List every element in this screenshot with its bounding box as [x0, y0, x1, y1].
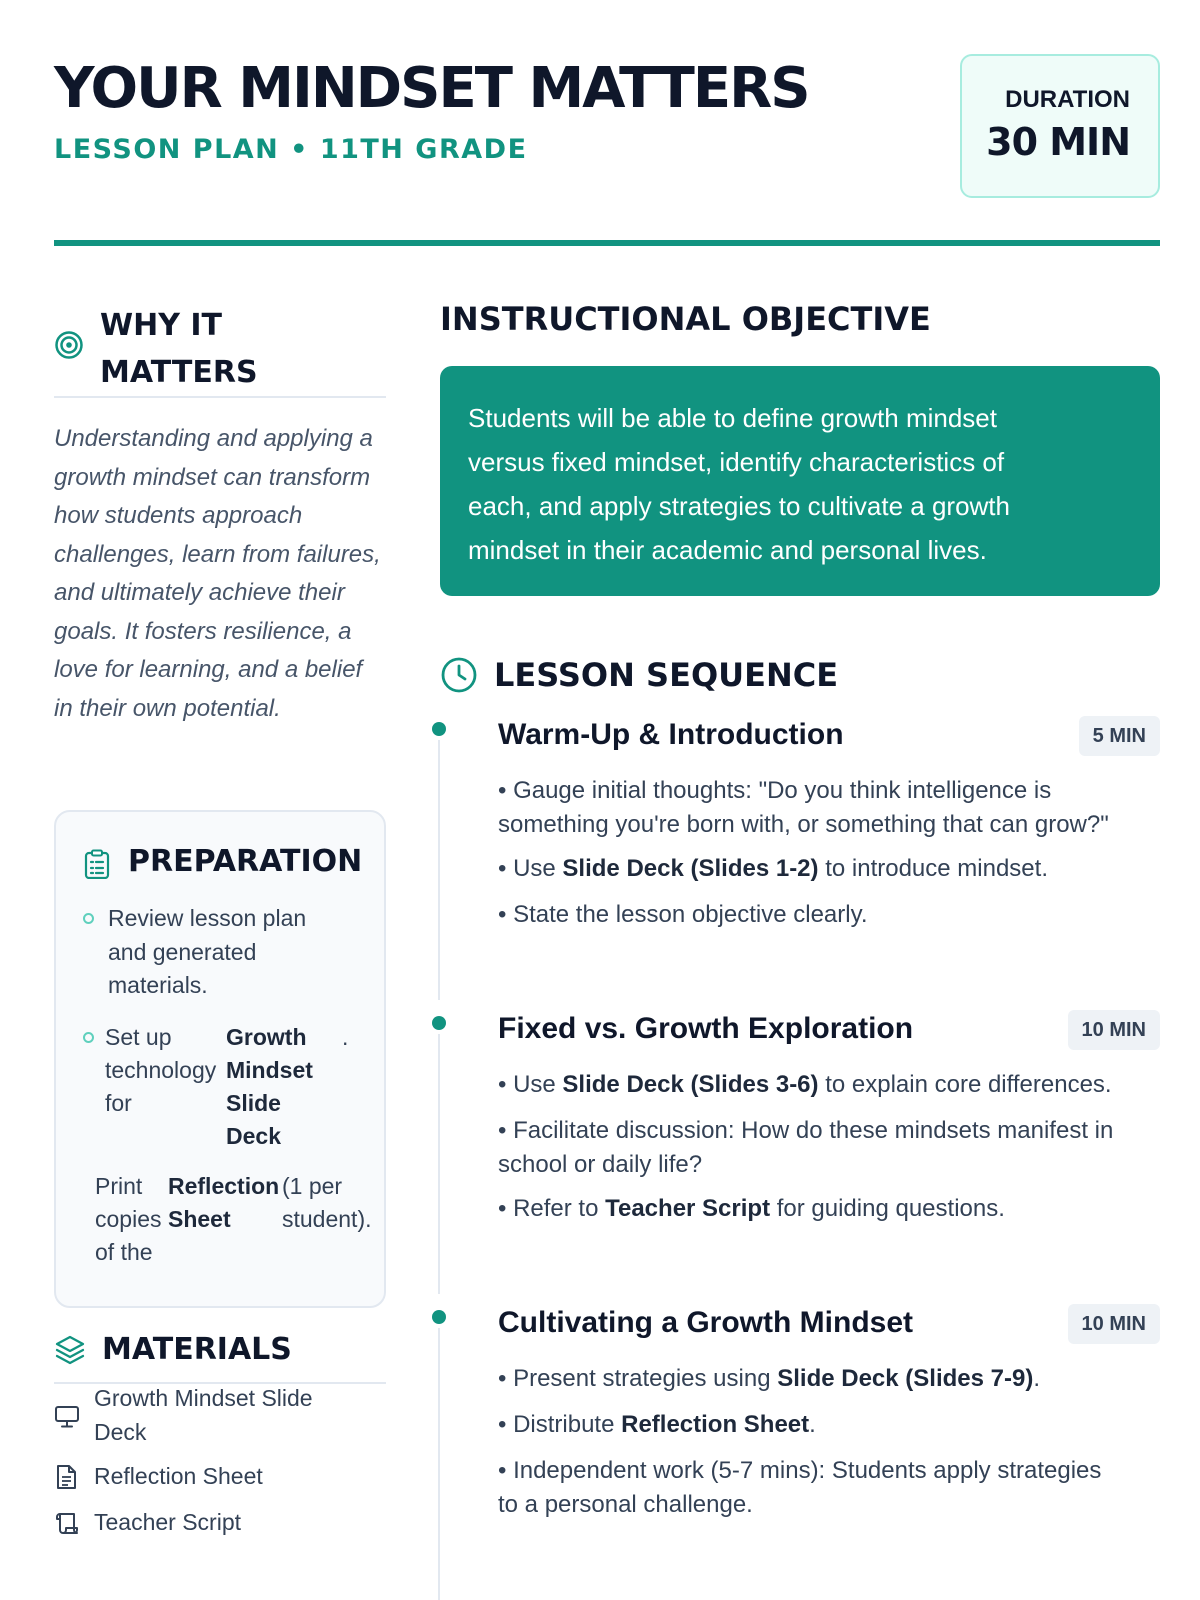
material-label-line2: Deck — [94, 1418, 147, 1445]
material-item-teacher-script — [54, 1506, 386, 1540]
objective-line: versus fixed mindset, identify characteristics of — [468, 447, 1005, 477]
bullet-line: to a personal challenge. — [498, 1491, 753, 1518]
bullet-line: • Gauge initial thoughts: "Do you think intelligence is — [498, 777, 1052, 804]
material-item-slide-deck — [54, 1382, 386, 1452]
prep-item-setup-a: Set up — [105, 1024, 172, 1050]
bullet-emphasis: Slide Deck (Slides 1-2) — [562, 855, 819, 882]
bullet-text: • Present strategies using — [498, 1365, 778, 1392]
objective-line: each, and apply strategies to cultivate a growth — [468, 491, 1010, 521]
bullet-text: • Distribute — [498, 1411, 622, 1438]
bullet-text: • Use — [498, 1071, 563, 1098]
step-bullet: • State the lesson objective clearly. — [498, 901, 868, 928]
step-bullet — [498, 1192, 1160, 1226]
bullet-emphasis: Slide Deck (Slides 3-6) — [562, 1071, 819, 1098]
why-it-matters-header — [54, 300, 386, 398]
why-title-line1: WHY IT — [100, 308, 222, 343]
timeline-dot — [432, 1016, 446, 1030]
prep-item-setup-c: for — [105, 1090, 132, 1116]
prep-item-print-c: of the — [95, 1239, 153, 1265]
objective-title: INSTRUCTIONAL OBJECTIVE — [440, 300, 931, 338]
page-subtitle: LESSON PLAN • 11TH GRADE — [54, 134, 528, 165]
why-it-matters-text: Understanding and applying a growth mindset can transform how students approach challenges, learn from failures, and ultimately achieve their goals. It fosters resilience, a love for learning, and a belief in their own potential. — [54, 425, 381, 722]
materials-header — [54, 1330, 386, 1384]
prep-item-print-d: Reflection — [168, 1173, 280, 1199]
timeline-dot — [432, 722, 446, 736]
prep-item-print-e: Sheet — [168, 1206, 231, 1232]
step-bullet — [498, 1408, 1160, 1442]
bullet-emphasis: Teacher Script — [605, 1195, 771, 1222]
step-bullet — [498, 1068, 1160, 1102]
list-bullet-icon — [83, 1032, 94, 1043]
duration-label: DURATION — [1005, 86, 1130, 113]
bullet-line: something you're born with, or something that can grow?" — [498, 811, 1109, 838]
step-title: Cultivating a Growth Mindset — [498, 1306, 914, 1339]
timeline-line — [438, 1328, 440, 1600]
monitor-icon — [54, 1405, 80, 1439]
prep-item-print-b: copies — [95, 1206, 162, 1232]
right-column — [440, 300, 1160, 1518]
bullet-line: school or daily life? — [498, 1151, 703, 1178]
bullet-text: to introduce mindset. — [818, 855, 1048, 882]
duration-value: 30 MIN — [986, 120, 1130, 164]
document-icon — [54, 1464, 78, 1500]
prep-item-setup-f: Slide — [226, 1090, 281, 1116]
lesson-sequence-title: LESSON SEQUENCE — [494, 656, 839, 694]
prep-item-setup-h: . — [342, 1024, 349, 1050]
step-bullet — [498, 1454, 1160, 1522]
bullet-emphasis: Reflection Sheet — [621, 1411, 810, 1438]
bullet-text: • Use — [498, 855, 563, 882]
clipboard-list-icon — [84, 849, 110, 884]
preparation-card — [54, 810, 386, 1308]
header-divider — [54, 240, 1160, 246]
preparation-title: PREPARATION — [128, 844, 363, 879]
why-it-matters-title — [100, 302, 258, 396]
objective-card — [440, 366, 1160, 596]
objective-line: mindset in their academic and personal lives. — [468, 535, 987, 565]
prep-item-review: Review lesson plan and generated materials. — [108, 905, 307, 998]
left-column — [54, 300, 386, 1535]
prep-item-print-g: student). — [282, 1206, 372, 1232]
bullet-line: • Facilitate discussion: How do these mindsets manifest in — [498, 1117, 1114, 1144]
material-label — [94, 1382, 384, 1449]
material-label: Reflection Sheet — [94, 1463, 263, 1489]
prep-item-setup-d: Growth — [226, 1024, 307, 1050]
bullet-line: • Independent work (5-7 mins): Students apply strategies — [498, 1457, 1102, 1484]
bullet-text: . — [809, 1411, 816, 1438]
timeline-line — [438, 1034, 440, 1294]
step-title: Warm-Up & Introduction — [498, 718, 844, 751]
prep-item-print-f: (1 per — [282, 1173, 343, 1199]
materials-title: MATERIALS — [102, 1332, 292, 1367]
bullet-text: . — [1033, 1365, 1040, 1392]
step-bullet — [498, 1114, 1160, 1182]
layers-icon — [54, 1334, 86, 1371]
clock-icon — [440, 656, 478, 699]
duration-badge: 10 MIN — [1068, 1010, 1160, 1050]
bullet-text: to explain core differences. — [818, 1071, 1112, 1098]
duration-badge: 10 MIN — [1068, 1304, 1160, 1344]
prep-item-print-a: Print — [95, 1173, 143, 1199]
target-icon — [54, 330, 84, 365]
material-label: Teacher Script — [94, 1509, 242, 1535]
objective-line: Students will be able to define growth mindset — [468, 403, 997, 433]
duration-card — [960, 54, 1160, 198]
step-title: Fixed vs. Growth Exploration — [498, 1012, 914, 1045]
timeline-dot — [432, 1310, 446, 1324]
duration-badge: 5 MIN — [1079, 716, 1160, 756]
scroll-icon — [54, 1510, 80, 1546]
page-title: YOUR MINDSET MATTERS — [54, 56, 809, 121]
material-item-reflection-sheet — [54, 1460, 386, 1494]
step-bullet — [498, 774, 1160, 842]
bullet-emphasis: Slide Deck (Slides 7-9) — [777, 1365, 1034, 1392]
timeline-line — [438, 740, 440, 1000]
why-title-line2: MATTERS — [100, 355, 258, 390]
prep-item-setup-g: Deck — [226, 1123, 281, 1149]
bullet-text: • Refer to — [498, 1195, 606, 1222]
prep-item-setup-e: Mindset — [226, 1057, 313, 1083]
material-label-line1: Growth Mindset Slide — [94, 1385, 313, 1411]
step-bullet — [498, 852, 1160, 886]
prep-item-setup-b: technology — [105, 1057, 217, 1083]
page-header — [54, 50, 1160, 200]
step-bullet — [498, 1362, 1160, 1396]
list-bullet-icon — [83, 913, 94, 924]
bullet-text: for guiding questions. — [770, 1195, 1005, 1222]
